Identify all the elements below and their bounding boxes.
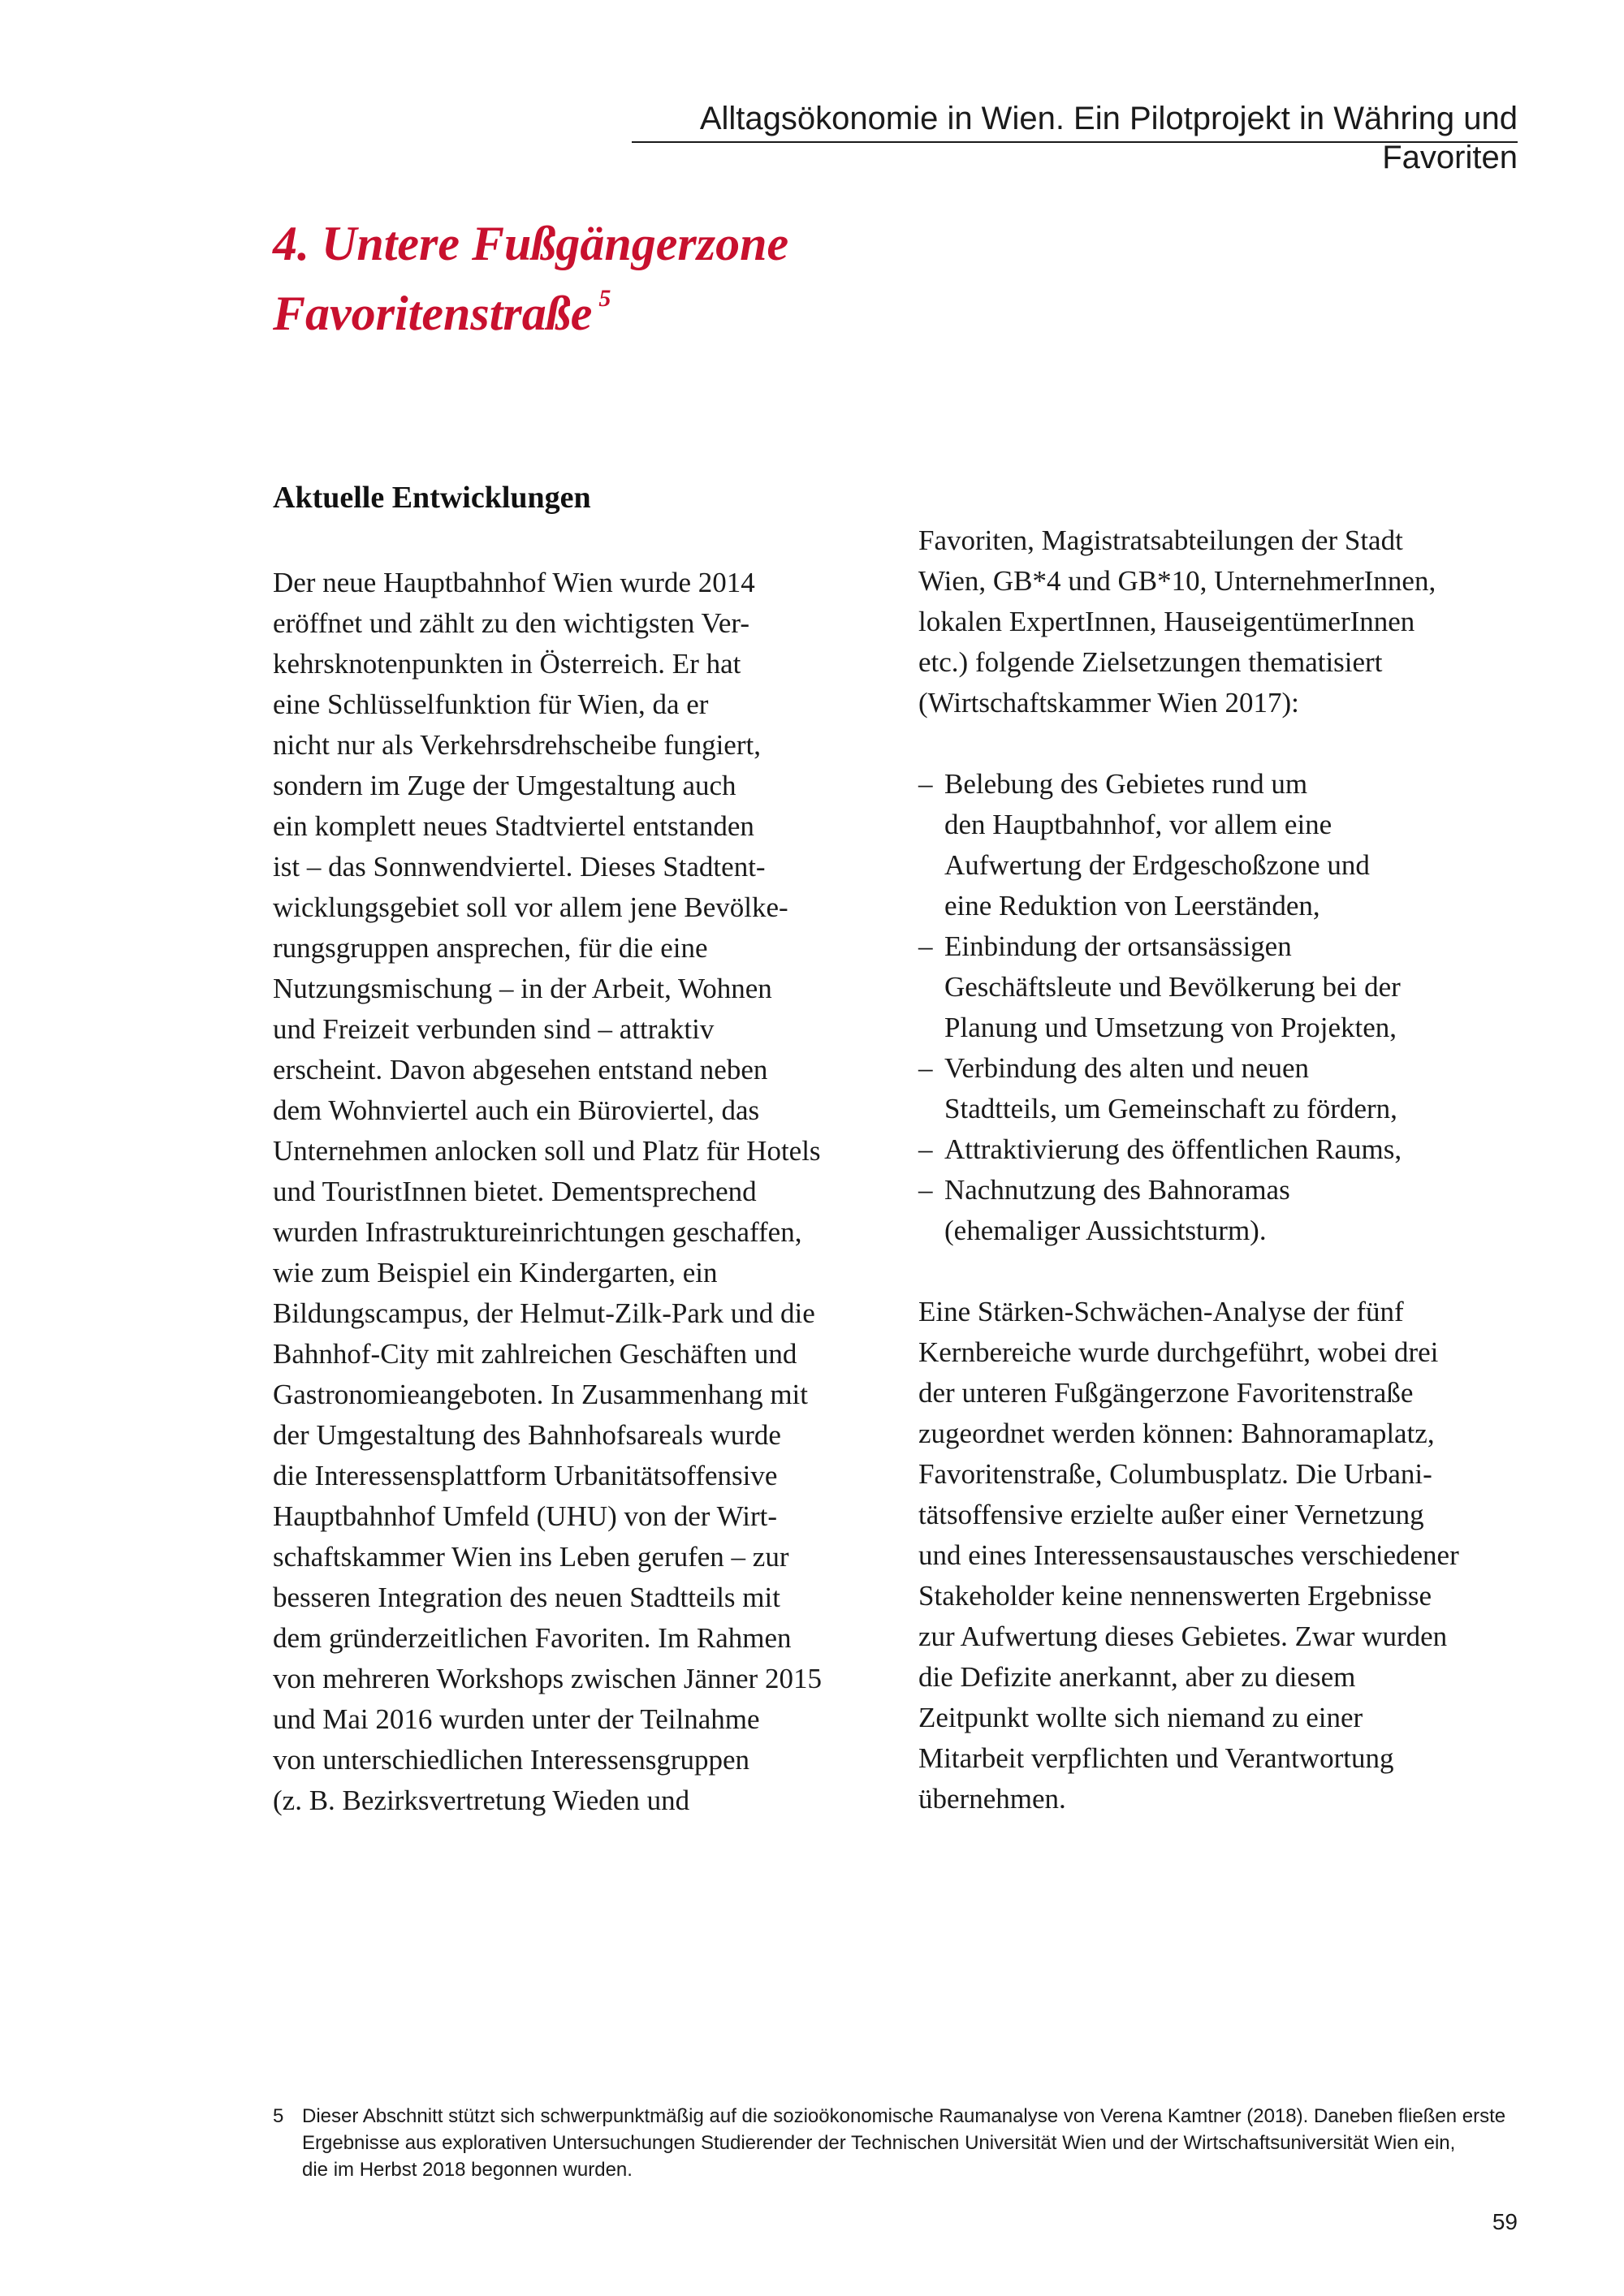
bullet-item: [918, 926, 1535, 967]
body-text-line: tätsoffensive erzielte außer einer Vernetzung: [918, 1499, 1424, 1530]
bullet-item: [918, 1048, 1535, 1089]
body-text-line: von unterschiedlichen Interessensgruppen: [273, 1744, 750, 1776]
header-rule: [632, 141, 1518, 143]
body-text-line: Unternehmen anlocken soll und Platz für Hotels: [273, 1135, 821, 1167]
body-text-line: erscheint. Davon abgesehen entstand neben: [273, 1054, 768, 1085]
body-text-line: übernehmen.: [918, 1783, 1066, 1815]
bullet-text: Belebung des Gebietes rund um: [944, 768, 1308, 800]
paragraph-gap: [918, 723, 1535, 764]
chapter-title-line1: 4. Untere Fußgängerzone: [273, 217, 789, 270]
body-text-line: eine Schlüsselfunktion für Wien, da er: [273, 688, 709, 720]
bullet-text-continuation: eine Reduktion von Leerständen,: [944, 890, 1320, 921]
body-text-line: und Freizeit verbunden sind – attraktiv: [273, 1013, 715, 1045]
body-text-line: kehrsknotenpunkten in Österreich. Er hat: [273, 648, 741, 680]
footnote-number: 5: [273, 2105, 284, 2127]
bullet-item: [918, 1170, 1535, 1211]
body-text-line: Wien, GB*4 und GB*10, UnternehmerInnen,: [918, 565, 1436, 597]
body-text-line: sondern im Zuge der Umgestaltung auch: [273, 770, 736, 801]
body-text-line: nicht nur als Verkehrsdrehscheibe fungiert,: [273, 729, 761, 761]
bullet-text-continuation: den Hauptbahnhof, vor allem eine: [944, 809, 1332, 840]
body-text-line: Bahnhof-City mit zahlreichen Geschäften und: [273, 1338, 797, 1370]
bullet-text-continuation: Geschäftsleute und Bevölkerung bei der: [944, 971, 1401, 1003]
bullet-text: Verbindung des alten und neuen: [944, 1052, 1310, 1084]
bullet-text-continuation: Aufwertung der Erdgeschoßzone und: [944, 849, 1370, 881]
body-text-line: Hauptbahnhof Umfeld (UHU) von der Wirt-: [273, 1500, 777, 1532]
body-text-line: Zeitpunkt wollte sich niemand zu einer: [918, 1702, 1363, 1733]
body-text-line: wurden Infrastruktureinrichtungen geschaffen,: [273, 1216, 802, 1248]
body-text-line: zur Aufwertung dieses Gebietes. Zwar wurden: [918, 1621, 1448, 1652]
body-text-line: der unteren Fußgängerzone Favoritenstraße: [918, 1377, 1414, 1409]
footnote-reference[interactable]: 5: [598, 285, 611, 312]
paragraph-gap: [918, 1251, 1535, 1292]
body-text-line: lokalen ExpertInnen, HauseigentümerInnen: [918, 606, 1415, 637]
body-text-line: rungsgruppen ansprechen, für die eine: [273, 932, 708, 964]
bullet-text-continuation: Stadtteils, um Gemeinschaft zu fördern,: [944, 1093, 1397, 1124]
bullet-dash: –: [918, 1052, 933, 1084]
bullet-text-continuation: Planung und Umsetzung von Projekten,: [944, 1012, 1397, 1043]
bullet-dash: –: [918, 930, 933, 962]
bullet-text: Attraktivierung des öffentlichen Raums,: [944, 1133, 1402, 1165]
right-column: [918, 520, 1535, 1819]
body-text-line: und eines Interessensaustausches verschiedener: [918, 1539, 1459, 1571]
body-text-line: ist – das Sonnwendviertel. Dieses Stadtent-: [273, 851, 766, 883]
body-text-line: ein komplett neues Stadtviertel entstanden: [273, 810, 754, 842]
body-text-line: eröffnet und zählt zu den wichtigsten Ver-: [273, 607, 749, 639]
body-text-line: wicklungsgebiet soll vor allem jene Bevölke-: [273, 891, 788, 923]
footnote: [273, 2103, 1507, 2183]
footnote-text: [302, 2103, 1507, 2183]
body-text-line: (Wirtschaftskammer Wien 2017):: [918, 687, 1299, 719]
body-text-line: wie zum Beispiel ein Kindergarten, ein: [273, 1257, 718, 1288]
bullet-text-continuation: (ehemaliger Aussichtsturm).: [944, 1215, 1267, 1246]
bullet-text: Einbindung der ortsansässigen: [944, 930, 1292, 962]
section-heading: Aktuelle Entwicklungen: [273, 481, 591, 515]
body-text-line: schaftskammer Wien ins Leben gerufen – zur: [273, 1541, 789, 1573]
body-text-line: Stakeholder keine nennenswerten Ergebnisse: [918, 1580, 1432, 1612]
page-number: 59: [1492, 2209, 1518, 2234]
chapter-title: [273, 213, 1247, 344]
body-text-line: dem gründerzeitlichen Favoriten. Im Rahmen: [273, 1622, 792, 1654]
bullet-dash: –: [918, 768, 933, 800]
body-text-line: Der neue Hauptbahnhof Wien wurde 2014: [273, 567, 755, 598]
body-text-line: Bildungscampus, der Helmut-Zilk-Park und die: [273, 1297, 815, 1329]
bullet-dash: –: [918, 1174, 933, 1206]
body-text-line: zugeordnet werden können: Bahnoramaplatz,: [918, 1418, 1435, 1449]
body-text-line: Kernbereiche wurde durchgeführt, wobei drei: [918, 1336, 1439, 1368]
body-text-line: Gastronomieangeboten. In Zusammenhang mit: [273, 1379, 809, 1410]
body-text-line: von mehreren Workshops zwischen Jänner 2015: [273, 1663, 822, 1694]
bullet-dash: –: [918, 1133, 933, 1165]
footnote-line: die im Herbst 2018 begonnen wurden.: [302, 2159, 633, 2181]
body-text-line: Eine Stärken-Schwächen-Analyse der fünf: [918, 1296, 1404, 1327]
body-text-line: Favoritenstraße, Columbusplatz. Die Urbani-: [918, 1458, 1432, 1490]
left-column: [273, 563, 890, 1821]
body-text-line: die Defizite anerkannt, aber zu diesem: [918, 1661, 1356, 1693]
body-text-line: und Mai 2016 wurden unter der Teilnahme: [273, 1703, 760, 1735]
body-text-line: dem Wohnviertel auch ein Büroviertel, das: [273, 1094, 760, 1126]
bullet-item: [918, 764, 1535, 805]
body-text-line: der Umgestaltung des Bahnhofsareals wurde: [273, 1419, 781, 1451]
body-text-line: Nutzungsmischung – in der Arbeit, Wohnen: [273, 973, 772, 1004]
bullet-text: Nachnutzung des Bahnoramas: [944, 1174, 1290, 1206]
body-text-line: und TouristInnen bietet. Dementsprechend: [273, 1176, 757, 1207]
body-text-line: die Interessensplattform Urbanitätsoffensive: [273, 1460, 778, 1491]
body-text-line: (z. B. Bezirksvertretung Wieden und: [273, 1785, 690, 1816]
footnote-line: Dieser Abschnitt stützt sich schwerpunktmäßig auf die sozioökonomische Raumanalyse von Verena Kamtner (2018). Daneben fließen erste: [302, 2105, 1506, 2127]
chapter-title-line2: Favoritenstraße: [273, 287, 593, 340]
footnote-line: Ergebnisse aus explorativen Untersuchungen Studierender der Technischen Universität Wien und der Wirtschaftsuniversität Wien ein,: [302, 2132, 1456, 2154]
running-header: Alltagsökonomie in Wien. Ein Pilotprojekt in Währing und Favoriten: [699, 101, 1518, 175]
body-text-line: etc.) folgende Zielsetzungen thematisiert: [918, 646, 1383, 678]
body-text-line: Favoriten, Magistratsabteilungen der Stadt: [918, 524, 1403, 556]
body-text-line: besseren Integration des neuen Stadtteils mit: [273, 1582, 780, 1613]
bullet-item: [918, 1129, 1535, 1170]
body-text-line: Mitarbeit verpflichten und Verantwortung: [918, 1742, 1394, 1774]
